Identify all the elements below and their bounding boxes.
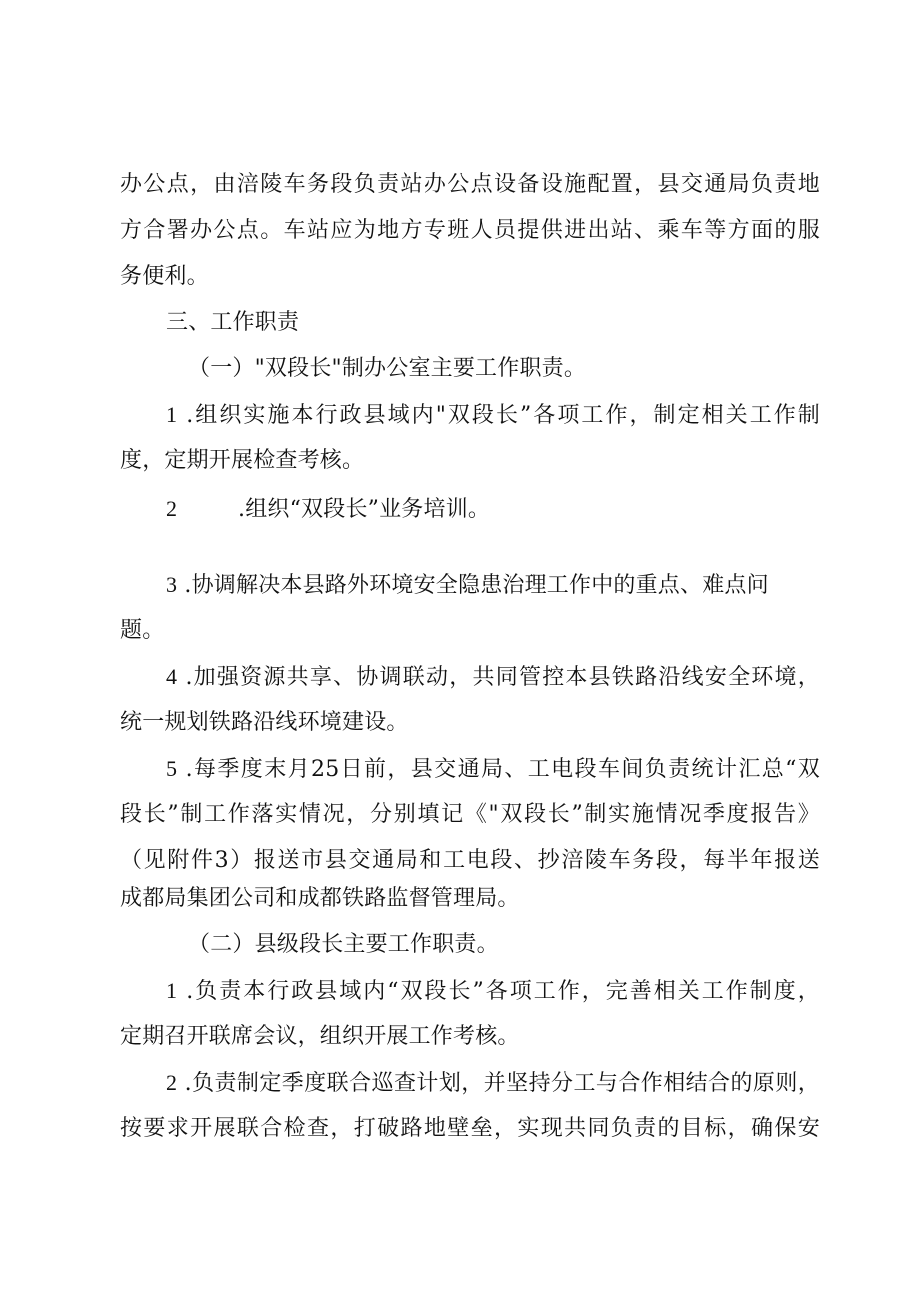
list-item-continuation: 题。 xyxy=(120,618,165,643)
subsection-heading: （二）县级段长主要工作职责。 xyxy=(188,932,499,957)
section-heading: 三、工作职责 xyxy=(166,310,300,335)
item-text: .负责制定季度联合巡查计划，并坚持分工与合作相结合的原则， xyxy=(184,1071,820,1096)
list-item xyxy=(166,494,490,525)
paragraph-line: 办公点，由涪陵车务段负责站办公点设备设施配置，县交通局负责地 xyxy=(120,172,820,197)
list-item-continuation: 按要求开展联合检查，打破路地壁垒，实现共同负责的目标，确保安 xyxy=(120,1116,820,1141)
list-item xyxy=(166,976,820,1007)
item-text: .加强资源共享、协调联动，共同管控本县铁路沿线安全环境， xyxy=(185,665,820,690)
list-item xyxy=(166,662,820,693)
item-number: 5 xyxy=(166,756,178,781)
item-text: .组织实施本行政县域内"双段长”各项工作，制定相关工作制 xyxy=(186,403,820,428)
item-number: 2 xyxy=(166,496,178,521)
item-text: .负责本行政县域内“双段长”各项工作，完善相关工作制度， xyxy=(186,979,820,1004)
list-item xyxy=(166,1068,820,1099)
item-number: 4 xyxy=(166,664,178,689)
paragraph-line: 方合署办公点。车站应为地方专班人员提供进出站、乘车等方面的服 xyxy=(120,218,820,243)
list-item xyxy=(166,570,769,601)
item-text: .每季度末月25日前，县交通局、工电段车间负责统计汇总“双 xyxy=(185,757,820,782)
item-number: 2 xyxy=(166,1070,178,1095)
item-number: 1 xyxy=(166,978,178,1003)
item-number: 1 xyxy=(166,402,178,427)
list-item-continuation: 段长”制工作落实情况，分别填记《"双段长”制实施情况季度报告》 xyxy=(120,802,820,827)
list-item xyxy=(166,754,820,785)
item-text: .协调解决本县路外环境安全隐患治理工作中的重点、难点问 xyxy=(184,573,769,598)
list-item-continuation: 定期召开联席会议，组织开展工作考核。 xyxy=(120,1024,520,1049)
list-item-continuation: 统一规划铁路沿线环境建设。 xyxy=(120,710,409,735)
list-item-continuation: 成都局集团公司和成都铁路监督管理局。 xyxy=(120,886,520,911)
item-text: .组织“双段长”业务培训。 xyxy=(238,497,491,522)
item-number: 3 xyxy=(166,572,178,597)
subsection-heading: （一）"双段长"制办公室主要工作职责。 xyxy=(188,356,587,381)
paragraph-line: 务便利。 xyxy=(120,264,209,289)
list-item xyxy=(166,400,820,431)
list-item-continuation: （见附件3）报送市县交通局和工电段、抄涪陵车务段，每半年报送 xyxy=(120,848,820,873)
list-item-continuation: 度，定期开展检查考核。 xyxy=(120,448,365,473)
